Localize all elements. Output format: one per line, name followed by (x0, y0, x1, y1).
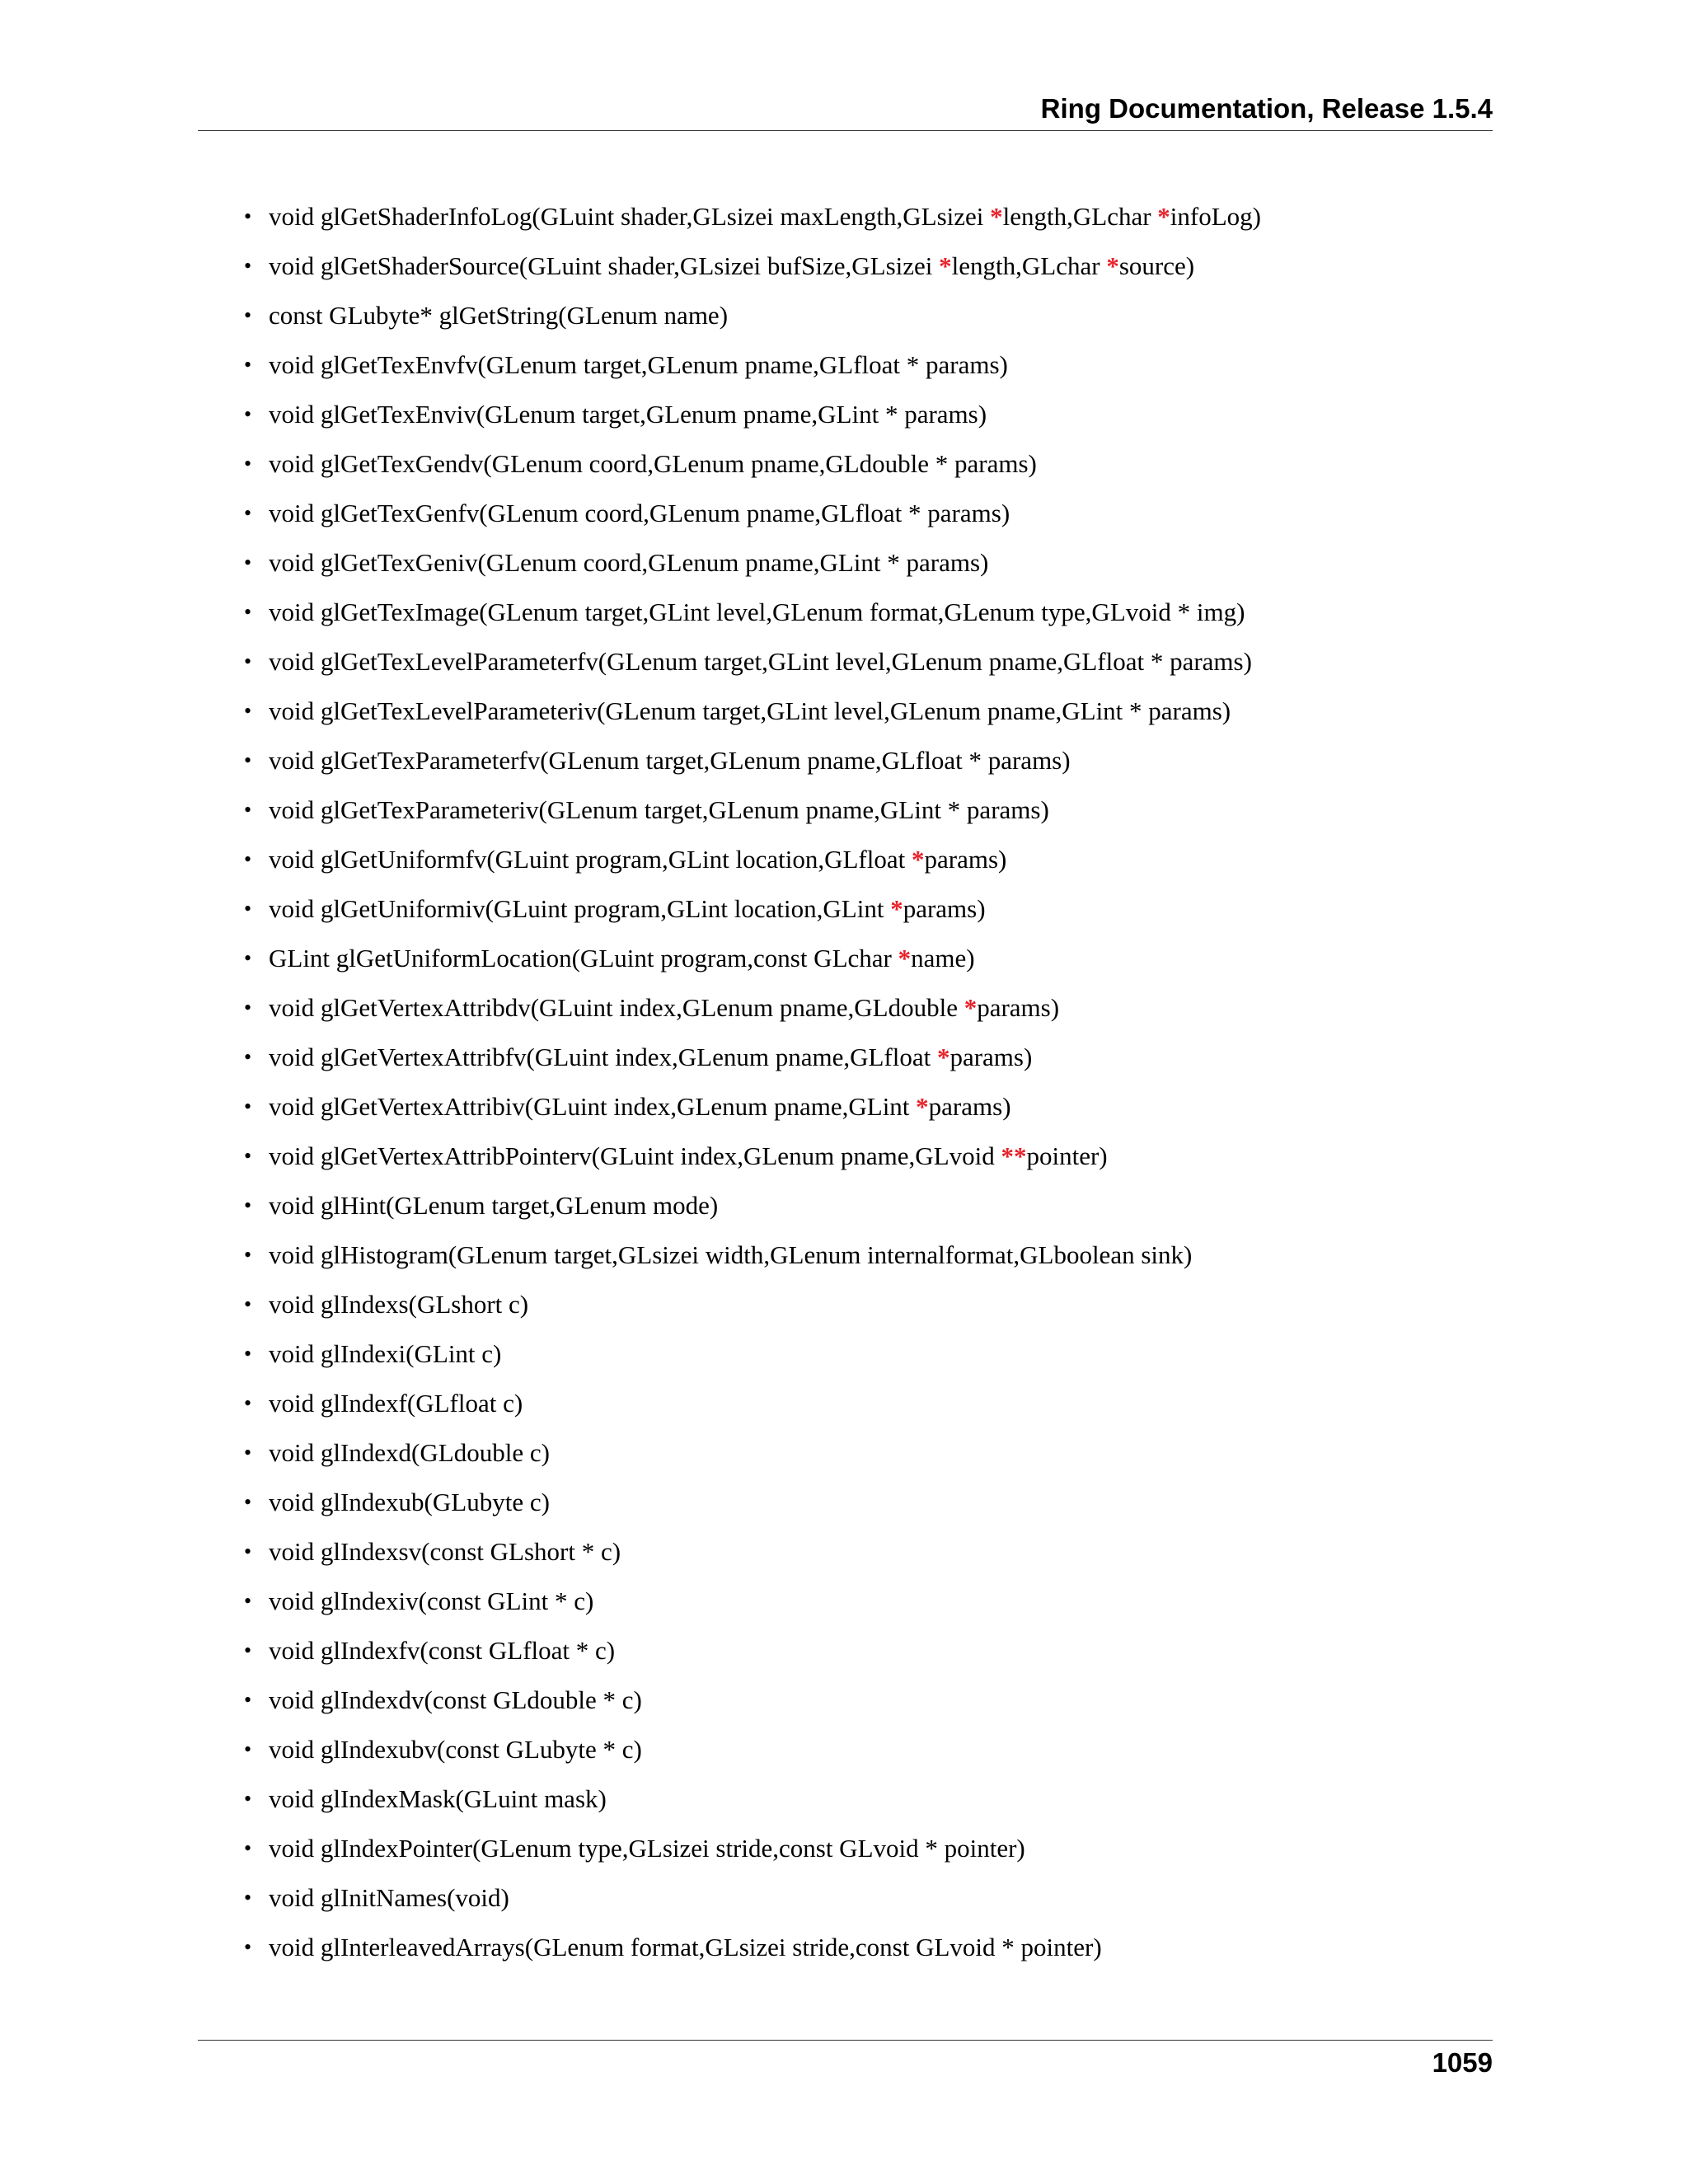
bullet-icon: • (244, 452, 252, 476)
function-signature (269, 251, 1194, 280)
bullet-icon: • (244, 946, 252, 970)
list-item (244, 1729, 1261, 1779)
signature-segment: void glIndexiv(const GLint * c) (269, 1586, 594, 1615)
function-signature (269, 1586, 593, 1615)
signature-segment: void glInterleavedArrays(GLenum format,GLsizei stride,const GLvoid * pointer) (269, 1933, 1102, 1961)
bullet-icon: • (244, 748, 252, 772)
function-signature (269, 1141, 1108, 1170)
list-item (244, 1136, 1261, 1185)
signature-segment: length,GLchar (1002, 202, 1158, 231)
signature-segment: GLint glGetUniformLocation(GLuint program,const GLchar (269, 944, 898, 972)
signature-segment: infoLog) (1170, 202, 1261, 231)
page-header-title: Ring Documentation, Release 1.5.4 (1040, 93, 1493, 124)
signature-segment: void glIndexub(GLubyte c) (269, 1488, 550, 1516)
bullet-icon: • (244, 798, 252, 822)
bullet-icon: • (244, 1193, 252, 1217)
signature-segment: void glHint(GLenum target,GLenum mode) (269, 1191, 719, 1220)
list-item (244, 740, 1261, 790)
list-item (244, 295, 1261, 344)
list-item (244, 1927, 1261, 1976)
list-item (244, 443, 1261, 493)
signature-segment: length,GLchar (951, 251, 1107, 280)
list-item (244, 1235, 1261, 1284)
function-signature (269, 746, 1071, 775)
function-signature (269, 1240, 1192, 1269)
list-item (244, 1680, 1261, 1729)
function-signature (269, 1438, 550, 1467)
signature-segment: void glIndexfv(const GLfloat * c) (269, 1636, 616, 1665)
bullet-icon: • (244, 600, 252, 624)
list-item (244, 1037, 1261, 1086)
bullet-icon: • (244, 1292, 252, 1316)
signature-segment: params) (928, 1092, 1011, 1121)
pointer-asterisk: * (936, 1043, 950, 1071)
bullet-icon: • (244, 1441, 252, 1465)
function-signature (269, 1290, 528, 1319)
signature-segment: void glGetVertexAttribPointerv(GLuint index,GLenum pname,GLvoid (269, 1141, 1001, 1170)
function-signature (269, 548, 988, 577)
list-item (244, 691, 1261, 740)
function-signature (269, 1883, 509, 1912)
function-signature (269, 993, 1059, 1022)
bullet-icon: • (244, 649, 252, 673)
function-signature (269, 1933, 1102, 1961)
bullet-icon: • (244, 402, 252, 426)
pointer-asterisk: * (1157, 202, 1170, 231)
function-signature (269, 1784, 607, 1813)
signature-segment: void glGetTexParameterfv(GLenum target,GLenum pname,GLfloat * params) (269, 746, 1071, 775)
signature-segment: void glGetTexLevelParameterfv(GLenum target,GLint level,GLenum pname,GLfloat * params) (269, 647, 1252, 676)
signature-segment: void glInitNames(void) (269, 1883, 509, 1912)
signature-segment: void glGetVertexAttribiv(GLuint index,GLenum pname,GLint (269, 1092, 917, 1121)
bullet-icon: • (244, 1391, 252, 1415)
function-signature (269, 795, 1049, 824)
signature-segment: void glGetTexEnvfv(GLenum target,GLenum pname,GLfloat * params) (269, 350, 1008, 379)
list-item (244, 344, 1261, 394)
list-item (244, 1877, 1261, 1927)
signature-segment: void glIndexubv(const GLubyte * c) (269, 1735, 642, 1764)
bullet-icon: • (244, 996, 252, 1019)
function-signature (269, 449, 1037, 478)
bullet-icon: • (244, 254, 252, 278)
function-signature (269, 894, 986, 923)
list-item (244, 1828, 1261, 1877)
list-item (244, 987, 1261, 1037)
function-signature (269, 1389, 523, 1418)
bullet-icon: • (244, 551, 252, 574)
function-signature (269, 1735, 642, 1764)
signature-segment: params) (950, 1043, 1033, 1071)
pointer-asterisk: * (890, 894, 903, 923)
bullet-icon: • (244, 1737, 252, 1761)
signature-segment: void glIndexPointer(GLenum type,GLsizei stride,const GLvoid * pointer) (269, 1834, 1025, 1863)
bullet-icon: • (244, 699, 252, 723)
function-signature (269, 1685, 642, 1714)
list-item (244, 1284, 1261, 1333)
signature-segment: void glIndexdv(const GLdouble * c) (269, 1685, 642, 1714)
footer-rule (198, 2040, 1493, 2041)
pointer-asterisk: * (939, 251, 952, 280)
bullet-icon: • (244, 1886, 252, 1910)
signature-segment: void glHistogram(GLenum target,GLsizei width,GLenum internalformat,GLboolean sink) (269, 1240, 1193, 1269)
pointer-asterisk: * (916, 1092, 929, 1121)
function-signature (269, 944, 975, 972)
bullet-icon: • (244, 501, 252, 525)
function-signature (269, 647, 1252, 676)
bullet-icon: • (244, 1540, 252, 1563)
signature-segment: void glIndexi(GLint c) (269, 1339, 502, 1368)
signature-segment: void glGetUniformfv(GLuint program,GLint location,GLfloat (269, 845, 912, 874)
list-item (244, 394, 1261, 443)
function-signature (269, 1191, 718, 1220)
bullet-icon: • (244, 1490, 252, 1514)
function-signature (269, 1636, 615, 1665)
list-item (244, 938, 1261, 987)
bullet-icon: • (244, 1589, 252, 1613)
bullet-icon: • (244, 1045, 252, 1069)
signature-segment: params) (903, 894, 986, 923)
function-signature (269, 598, 1245, 626)
function-signature (269, 400, 987, 429)
list-item (244, 839, 1261, 888)
list-item (244, 1185, 1261, 1235)
function-signature (269, 499, 1010, 527)
page-number: 1059 (1432, 2047, 1493, 2078)
function-signature (269, 696, 1231, 725)
signature-segment: pointer) (1026, 1141, 1108, 1170)
function-signature (269, 202, 1261, 231)
signature-segment: void glGetTexEnviv(GLenum target,GLenum pname,GLint * params) (269, 400, 987, 429)
function-signature (269, 1834, 1025, 1863)
signature-segment: name) (911, 944, 975, 972)
signature-segment: void glGetTexGeniv(GLenum coord,GLenum pname,GLint * params) (269, 548, 989, 577)
signature-segment: void glGetTexImage(GLenum target,GLint level,GLenum format,GLenum type,GLvoid * img) (269, 598, 1245, 626)
list-item (244, 1779, 1261, 1828)
list-item (244, 888, 1261, 938)
list-item (244, 641, 1261, 691)
bullet-icon: • (244, 204, 252, 228)
list-item (244, 1482, 1261, 1531)
function-signature (269, 1092, 1011, 1121)
bullet-icon: • (244, 1638, 252, 1662)
list-item (244, 1333, 1261, 1383)
signature-segment: void glGetVertexAttribfv(GLuint index,GLenum pname,GLfloat (269, 1043, 937, 1071)
signature-segment: void glGetTexLevelParameteriv(GLenum target,GLint level,GLenum pname,GLint * params) (269, 696, 1231, 725)
function-signature (269, 350, 1008, 379)
header-rule (198, 130, 1493, 131)
list-item (244, 1581, 1261, 1630)
bullet-icon: • (244, 1688, 252, 1712)
list-item (244, 1630, 1261, 1680)
list-item (244, 246, 1261, 295)
signature-segment: const GLubyte* glGetString(GLenum name) (269, 301, 729, 330)
function-signature (269, 1043, 1032, 1071)
bullet-icon: • (244, 1342, 252, 1366)
function-list (244, 196, 1261, 1976)
signature-segment: void glGetUniformiv(GLuint program,GLint location,GLint (269, 894, 891, 923)
bullet-icon: • (244, 353, 252, 377)
list-item (244, 196, 1261, 246)
bullet-icon: • (244, 1094, 252, 1118)
list-item (244, 542, 1261, 592)
signature-segment: params) (924, 845, 1007, 874)
signature-segment: void glGetShaderSource(GLuint shader,GLsizei bufSize,GLsizei (269, 251, 940, 280)
bullet-icon: • (244, 303, 252, 327)
bullet-icon: • (244, 1243, 252, 1267)
function-signature (269, 1537, 621, 1566)
signature-segment: void glIndexf(GLfloat c) (269, 1389, 523, 1418)
pointer-asterisk: * (990, 202, 1003, 231)
signature-segment: source) (1118, 251, 1195, 280)
list-item (244, 1383, 1261, 1432)
signature-segment: void glIndexs(GLshort c) (269, 1290, 529, 1319)
list-item (244, 1432, 1261, 1482)
signature-segment: void glIndexd(GLdouble c) (269, 1438, 550, 1467)
bullet-icon: • (244, 897, 252, 921)
signature-segment: void glIndexsv(const GLshort * c) (269, 1537, 621, 1566)
list-item (244, 790, 1261, 839)
function-signature (269, 301, 728, 330)
pointer-asterisk: * (912, 845, 925, 874)
list-item (244, 1086, 1261, 1136)
pointer-asterisk: ** (1001, 1141, 1027, 1170)
bullet-icon: • (244, 1787, 252, 1811)
signature-segment: void glIndexMask(GLuint mask) (269, 1784, 607, 1813)
signature-segment: void glGetTexGenfv(GLenum coord,GLenum pname,GLfloat * params) (269, 499, 1010, 527)
pointer-asterisk: * (1106, 251, 1119, 280)
bullet-icon: • (244, 1144, 252, 1168)
signature-segment: void glGetTexGendv(GLenum coord,GLenum pname,GLdouble * params) (269, 449, 1037, 478)
signature-segment: void glGetShaderInfoLog(GLuint shader,GLsizei maxLength,GLsizei (269, 202, 991, 231)
signature-segment: void glGetTexParameteriv(GLenum target,GLenum pname,GLint * params) (269, 795, 1049, 824)
bullet-icon: • (244, 847, 252, 871)
function-signature (269, 1488, 550, 1516)
signature-segment: params) (977, 993, 1060, 1022)
pointer-asterisk: * (964, 993, 978, 1022)
list-item (244, 592, 1261, 641)
bullet-icon: • (244, 1935, 252, 1959)
pointer-asterisk: * (898, 944, 912, 972)
bullet-icon: • (244, 1836, 252, 1860)
list-item (244, 493, 1261, 542)
list-item (244, 1531, 1261, 1581)
function-signature (269, 845, 1006, 874)
function-signature (269, 1339, 501, 1368)
signature-segment: void glGetVertexAttribdv(GLuint index,GLenum pname,GLdouble (269, 993, 964, 1022)
